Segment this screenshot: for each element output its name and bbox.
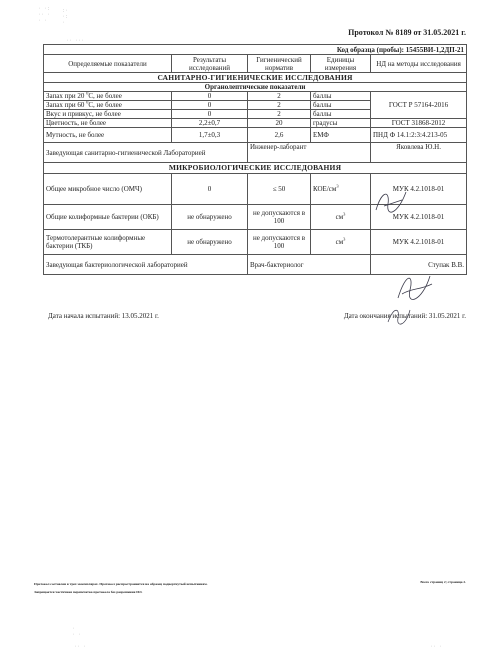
indicator-name: Запах при 20 $^0$С, не более <box>44 92 172 101</box>
scan-artifact: :· ·: · <box>62 8 69 26</box>
unit-value: баллы <box>311 110 371 119</box>
signature-engineer <box>372 186 412 218</box>
result-value: 0 <box>172 101 248 110</box>
method-value: ПНД Ф 14.1:2:3:4.213-05 <box>371 128 467 143</box>
results-table <box>43 44 467 275</box>
header-norm: Гигиенический норматив <box>248 55 311 73</box>
method-value: МУК 4.2.1018-01 <box>371 230 467 255</box>
table-row <box>44 119 467 128</box>
unit-value: ЕМФ <box>311 128 371 143</box>
table-row <box>44 128 467 143</box>
header-methods: НД на методы исследования <box>371 55 467 73</box>
result-value: 0 <box>172 174 248 205</box>
indicator-name: Общие колиформные бактерии (ОКБ) <box>44 205 172 230</box>
header-units: Единицы измерения <box>311 55 371 73</box>
engineer-name: Яковлева Ю.Н. <box>371 143 467 163</box>
header-results: Результаты исследований <box>172 55 248 73</box>
page-counter: Всего страниц 2; страница 2. <box>420 580 466 584</box>
result-value: 0 <box>172 110 248 119</box>
engineer-role: Инженер-лаборант <box>248 143 371 163</box>
scan-artifact: ·· ··· <box>66 38 85 44</box>
unit-value: $см^3$ <box>311 230 371 255</box>
sample-code: Код образца (пробы): 15455ВИ-1,2ДП-21 <box>44 45 467 55</box>
head-role: Заведующая санитарно-гигиенической Лабораторией <box>44 143 248 163</box>
head-role: Заведующая бактериологической лабораторией <box>44 255 248 275</box>
result-value: не обнаружено <box>172 230 248 255</box>
table-row <box>44 230 467 255</box>
norm-value: не допускаются в 100 <box>248 205 311 230</box>
norm-value: 20 <box>248 119 311 128</box>
norm-value: не допускаются в 100 <box>248 230 311 255</box>
footer-note-1: Протокол составлен в трех экземплярах. Протокол распространяется на образец подвергнутый испытаниям. <box>34 582 208 586</box>
test-dates <box>48 312 466 320</box>
result-value: не обнаружено <box>172 205 248 230</box>
method-value: ГОСТ 31868-2012 <box>371 119 467 128</box>
scan-artifact: ·· · <box>430 644 443 650</box>
indicator-name: Общее микробное число (ОМЧ) <box>44 174 172 205</box>
footer-note-2: Запрещается частичная перепечатка протокола без разрешения ИЛ. <box>34 590 143 594</box>
doctor-role: Врач-бактериолог <box>248 255 371 275</box>
indicator-name: Термотолерантные колиформные бактерии (ТКБ) <box>44 230 172 255</box>
norm-value: 2 <box>248 92 311 101</box>
indicator-name: Мутность, не более <box>44 128 172 143</box>
indicator-name: Вкус и привкус, не более <box>44 110 172 119</box>
start-date: Дата начала испытаний: 13.05.2021 г. <box>48 312 159 320</box>
unit-value: баллы <box>311 92 371 101</box>
indicator-name: Запах при 60 $^0$С, не более <box>44 101 172 110</box>
scan-artifact: ·· · <box>74 644 87 650</box>
unit-value: градусы <box>311 119 371 128</box>
protocol-title: Протокол № 8189 от 31.05.2021 г. <box>348 28 466 37</box>
method-value: ГОСТ Р 57164-2016 <box>371 92 467 119</box>
end-date: Дата окончания испытаний: 31.05.2021 г. <box>343 312 466 320</box>
method-value: МУК 4.2.1018-01 <box>371 205 467 230</box>
subsection-title-organoleptic: Органолептические показатели <box>44 83 467 92</box>
section-title-sanitary: САНИТАРНО-ГИГИЕНИЧЕСКИЕ ИССЛЕДОВАНИЯ <box>44 73 467 83</box>
table-header-row <box>44 55 467 73</box>
doctor-name: Ступак В.В. <box>371 255 467 275</box>
indicator-name: Цветность, не более <box>44 119 172 128</box>
norm-value: ≤ 50 <box>248 174 311 205</box>
norm-value: 2 <box>248 101 311 110</box>
unit-value: $см^3$ <box>311 205 371 230</box>
unit-value: КОЕ/$см^3$ <box>311 174 371 205</box>
signature-row <box>44 143 467 163</box>
result-value: 1,7±0,3 <box>172 128 248 143</box>
result-value: 0 <box>172 92 248 101</box>
norm-value: 2 <box>248 110 311 119</box>
table-row <box>44 92 467 101</box>
unit-value: баллы <box>311 101 371 110</box>
norm-value: 2,6 <box>248 128 311 143</box>
method-value: МУК 4.2.1018-01 <box>371 174 467 205</box>
result-value: 2,2±0,7 <box>172 119 248 128</box>
scan-artifact: · ·: ·· · · · <box>38 6 51 24</box>
section-title-micro: МИКРОБИОЛОГИЧЕСКИЕ ИССЛЕДОВАНИЯ <box>44 163 467 174</box>
scan-artifact: · · · <box>72 626 82 638</box>
header-indicators: Определяемые показатели <box>44 55 172 73</box>
footer-notes <box>34 580 334 596</box>
